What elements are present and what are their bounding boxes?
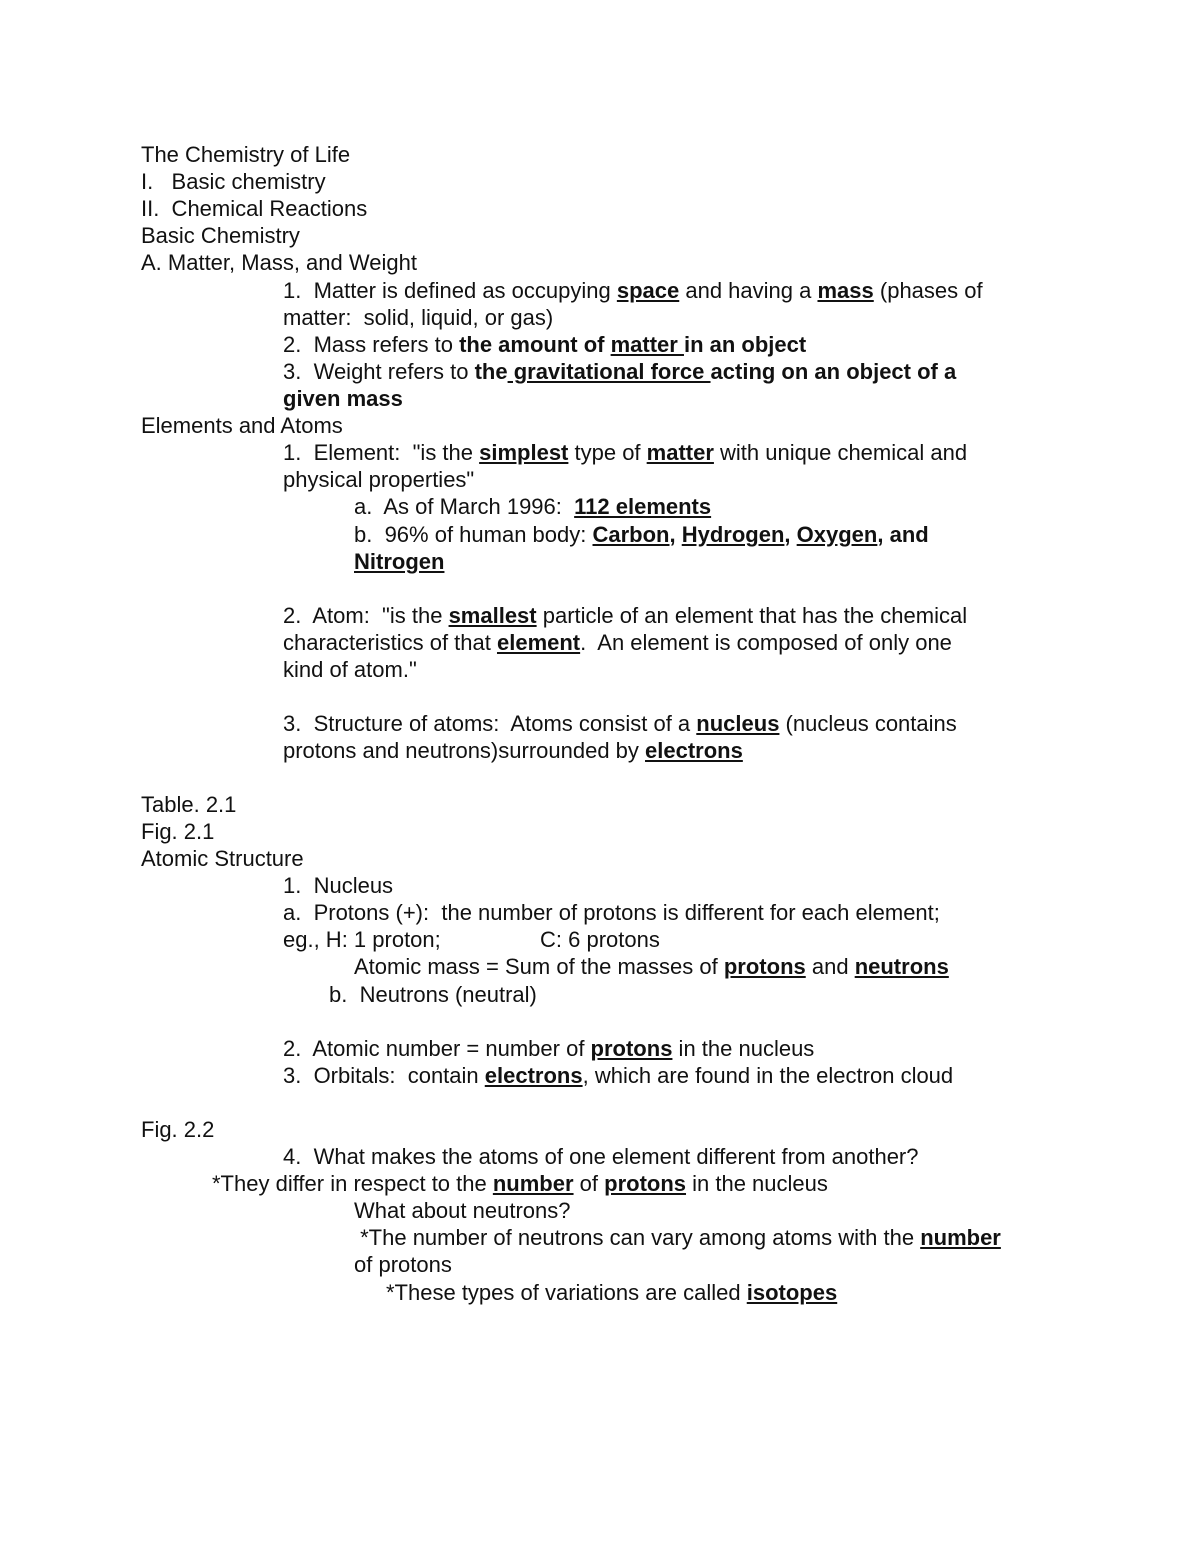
heading-atomic-structure: Atomic Structure — [141, 846, 304, 871]
figure-reference-2-2: Fig. 2.2 — [141, 1117, 215, 1142]
outline-item-2: II. Chemical Reactions — [141, 196, 368, 221]
orbitals-item: 3. Orbitals: contain electrons, which are found in the electron cloud — [283, 1063, 954, 1088]
document-title: The Chemistry of Life — [141, 142, 351, 167]
outline-item-1: I. Basic chemistry — [141, 169, 326, 194]
atom-definition-line-2: characteristics of that element. An element is composed of only one — [283, 630, 952, 655]
isotopes-line: *These types of variations are called isotopes — [386, 1280, 838, 1305]
heading-basic-chemistry: Basic Chemistry — [141, 223, 300, 248]
neutrons-question: What about neutrons? — [354, 1198, 571, 1223]
heading-elements-atoms: Elements and Atoms — [141, 413, 343, 438]
element-count-line: a. As of March 1996: 112 elements — [354, 494, 712, 519]
element-definition-line-2: physical properties" — [283, 467, 475, 492]
mass-definition: 2. Mass refers to the amount of matter in an object — [283, 332, 807, 357]
nucleus-item: 1. Nucleus — [283, 873, 394, 898]
atomic-number-item: 2. Atomic number = number of protons in the nucleus — [283, 1036, 815, 1061]
neutrons-item: b. Neutrons (neutral) — [329, 982, 537, 1007]
protons-example-carbon: C: 6 protons — [540, 927, 660, 952]
element-definition-line-1: 1. Element: "is the simplest type of matter with unique chemical and — [283, 440, 968, 465]
figure-reference-2-1: Fig. 2.1 — [141, 819, 215, 844]
atom-definition-line-1: 2. Atom: "is the smallest particle of an element that has the chemical — [283, 603, 968, 628]
question-4: 4. What makes the atoms of one element different from another? — [283, 1144, 919, 1169]
human-body-elements-line-1: b. 96% of human body: Carbon, Hydrogen, Oxygen, and — [354, 522, 929, 547]
matter-definition-line-1: 1. Matter is defined as occupying space and having a mass (phases of — [283, 278, 983, 303]
neutrons-answer-line-1: *The number of neutrons can vary among atoms with the number — [354, 1225, 1001, 1250]
neutrons-answer-line-2: of protons — [354, 1252, 452, 1277]
atom-definition-line-3: kind of atom." — [283, 657, 417, 682]
weight-definition-line-2: given mass — [283, 386, 403, 411]
atom-structure-line-1: 3. Structure of atoms: Atoms consist of a nucleus (nucleus contains — [283, 711, 957, 736]
table-reference: Table. 2.1 — [141, 792, 237, 817]
section-a-heading: A. Matter, Mass, and Weight — [141, 250, 417, 275]
atom-structure-line-2: protons and neutrons)surrounded by electrons — [283, 738, 743, 763]
protons-item: a. Protons (+): the number of protons is different for each element; — [283, 900, 940, 925]
question-4-answer: *They differ in respect to the number of protons in the nucleus — [212, 1171, 828, 1196]
matter-definition-line-2: matter: solid, liquid, or gas) — [283, 305, 554, 330]
protons-example-hydrogen: eg., H: 1 proton; — [283, 927, 441, 952]
weight-definition-line-1: 3. Weight refers to the gravitational force acting on an object of a — [283, 359, 957, 384]
atomic-mass-line: Atomic mass = Sum of the masses of protons and neutrons — [354, 954, 949, 979]
human-body-elements-line-2: Nitrogen — [354, 549, 445, 574]
